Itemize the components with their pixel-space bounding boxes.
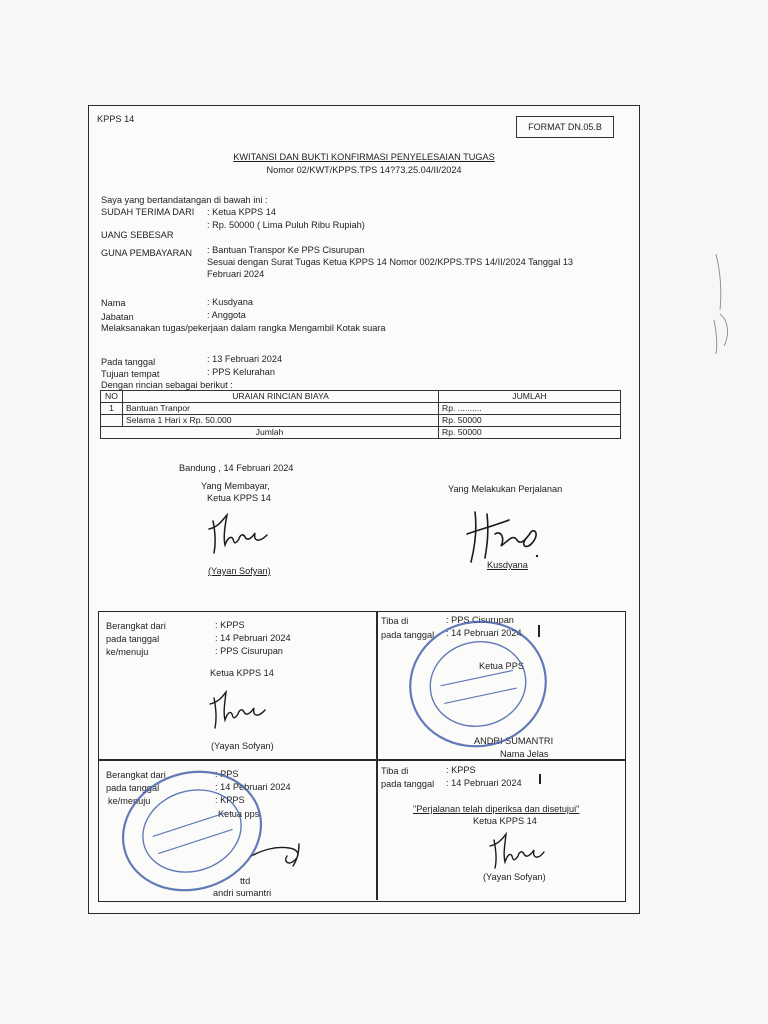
b4-title: Ketua KPPS 14: [473, 816, 537, 826]
total-value: Rp. 50000: [439, 427, 621, 439]
b1-title: Ketua KPPS 14: [210, 668, 274, 678]
grid-divider-vertical: [376, 611, 378, 900]
b4-signature: [489, 830, 547, 870]
b4-tanggal-value: : 14 Pebruari 2024: [446, 778, 522, 788]
b3-menuju-label: ke/menuju: [108, 796, 151, 806]
table-total-row: [101, 427, 621, 439]
table-cell: 1: [101, 403, 123, 415]
b2-title: Ketua PPS: [479, 661, 524, 671]
nama-label: Nama: [101, 298, 126, 308]
b4-name: (Yayan Sofyan): [483, 872, 546, 882]
guna-value-line2: Sesuai dengan Surat Tugas Ketua KPPS 14 Nomor 002/KPPS.TPS 14/II/2024 Tanggal 13: [207, 257, 574, 267]
b2-tiba-value: : PPS Cisurupan: [446, 615, 514, 625]
b3-ttd: ttd: [240, 876, 251, 886]
guna-label: GUNA PEMBAYARAN: [101, 248, 193, 258]
payer-title: Yang Membayar,: [201, 481, 270, 491]
b1-tanggal-label: pada tanggal: [106, 634, 160, 644]
rincian-intro: Dengan rincian sebagai berikut :: [101, 380, 233, 390]
uang-value: : Rp. 50000 ( Lima Puluh Ribu Rupiah): [207, 220, 365, 230]
nama-value: : Kusdyana: [207, 297, 253, 307]
b3-tanggal-value: : 14 Pebruari 2024: [215, 782, 291, 792]
table-row: [101, 403, 621, 415]
b1-menuju-value: : PPS Cisurupan: [215, 646, 283, 656]
pen-mark: [539, 774, 541, 784]
b4-note: "Perjalanan telah diperiksa dan disetujui": [413, 804, 580, 814]
document-number: Nomor 02/KWT/KPPS.TPS 14?73.25.04/II/2024: [266, 165, 462, 175]
uang-label: UANG SEBESAR: [101, 230, 174, 240]
kpps-label: KPPS 14: [97, 114, 135, 124]
b4-tiba-value: : KPPS: [446, 765, 476, 775]
pps-stamp-bottom: [117, 766, 267, 896]
b3-tanggal-label: pada tanggal: [106, 783, 160, 793]
table-row: [101, 415, 621, 427]
terima-value: : Ketua KPPS 14: [207, 207, 276, 217]
pada-tanggal-label: Pada tanggal: [101, 357, 156, 367]
table-cell: Rp. 50000: [439, 415, 621, 427]
b2-name: ANDRI SUMANTRI: [474, 736, 554, 746]
b2-tiba-label: Tiba di: [381, 616, 409, 626]
tujuan-value: : PPS Kelurahan: [207, 367, 275, 377]
b1-berangkat-label: Berangkat dari: [106, 621, 166, 631]
table-cell: Selama 1 Hari x Rp. 50.000: [123, 415, 439, 427]
b4-tiba-label: Tiba di: [381, 766, 409, 776]
table-header: JUMLAH: [439, 391, 621, 403]
tujuan-label: Tujuan tempat: [101, 369, 160, 379]
cost-table: [100, 390, 621, 439]
jabatan-value: : Anggota: [207, 310, 246, 320]
terima-label: SUDAH TERIMA DARI: [101, 207, 195, 217]
b1-signature: [209, 688, 269, 730]
jabatan-label: Jabatan: [101, 312, 134, 322]
b2-nama-jelas: Nama Jelas: [500, 749, 549, 759]
b1-menuju-label: ke/menuju: [106, 647, 149, 657]
traveler-signature: [465, 504, 549, 566]
receipt-document: [88, 105, 640, 914]
intro-text: Saya yang bertandatangan di bawah ini :: [101, 195, 268, 205]
b3-menuju-value: : KPPS: [215, 795, 245, 805]
table-cell: [101, 415, 123, 427]
pada-tanggal-value: : 13 Februari 2024: [207, 354, 283, 364]
table-cell: Bantuan Tranpor: [123, 403, 439, 415]
traveler-title: Yang Melakukan Perjalanan: [448, 484, 563, 494]
b3-berangkat-label: Berangkat dari: [106, 770, 166, 780]
b3-name: andri sumantri: [213, 888, 272, 898]
guna-value-line1: : Bantuan Transpor Ke PPS Cisurupan: [207, 245, 365, 255]
b2-tanggal-value: : 14 Pebruari 2024: [446, 628, 522, 638]
table-header: URAIAN RINCIAN BIAYA: [123, 391, 439, 403]
traveler-name: Kusdyana: [487, 560, 528, 570]
format-code-box: FORMAT DN.05.B: [516, 116, 614, 138]
b2-tanggal-label: pada tanggal: [381, 630, 435, 640]
table-header: NO: [101, 391, 123, 403]
b1-tanggal-value: : 14 Pebruari 2024: [215, 633, 291, 643]
b3-title: Ketua pps: [218, 809, 260, 819]
payer-position: Ketua KPPS 14: [207, 493, 271, 503]
total-label: Jumlah: [101, 427, 439, 439]
payer-signature: [207, 509, 277, 557]
place-date: Bandung , 14 Februari 2024: [179, 463, 294, 473]
b1-name: (Yayan Sofyan): [211, 741, 274, 751]
payer-name: (Yayan Sofyan): [208, 566, 271, 576]
table-cell: Rp. ..........: [439, 403, 621, 415]
table-header-row: [101, 391, 621, 403]
margin-pencil-mark: [708, 250, 738, 370]
pps-stamp-top: [403, 614, 553, 754]
b3-berangkat-value: : PPS: [215, 769, 239, 779]
guna-value-line3: Februari 2024: [207, 269, 265, 279]
b4-tanggal-label: pada tanggal: [381, 779, 435, 789]
b1-berangkat-value: : KPPS: [215, 620, 245, 630]
task-description: Melaksanakan tugas/pekerjaan dalam rangka Mengambil Kotak suara: [101, 323, 386, 333]
document-title: KWITANSI DAN BUKTI KONFIRMASI PENYELESAIAN TUGAS: [233, 152, 495, 162]
